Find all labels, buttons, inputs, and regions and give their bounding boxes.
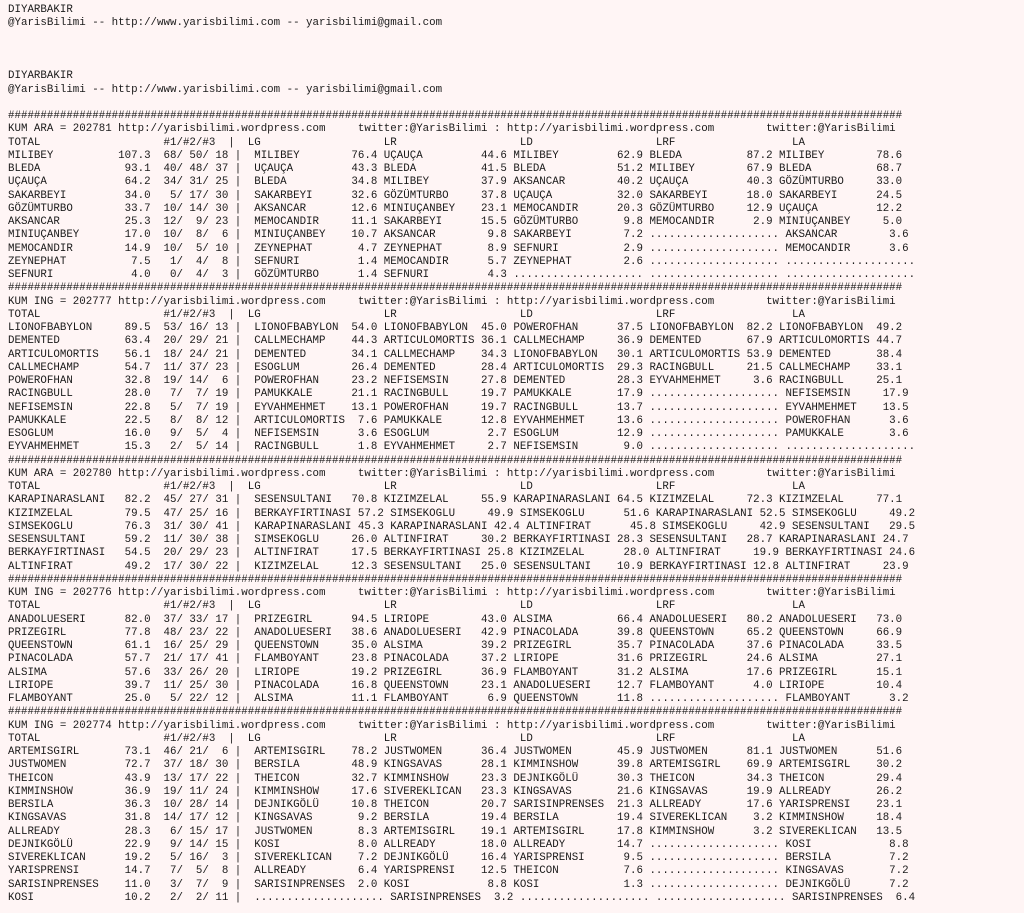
table-row: KIMMINSHOW 36.9 19/ 11/ 24 | KIMMINSHOW 17.6 SIVEREKLICAN 23.3 KINGSAVAS 21.6 KINGSAVAS 19.9 ALLREADY 26.2 [8,785,903,798]
table-row: ARTEMISGIRL 73.1 46/ 21/ 6 | ARTEMISGIRL 78.2 JUSTWOMEN 36.4 JUSTWOMEN 45.9 JUSTWOMEN 81.1 JUSTWOMEN 51.6 [8,746,903,758]
table-row: FLAMBOYANT 25.0 5/ 22/ 12 | ALSIMA 11.1 FLAMBOYANT 6.9 QUEENSTOWN 11.8 .................... FLAMBOYANT 3.2 [8,693,909,705]
table-row: THEICON 43.9 13/ 17/ 22 | THEICON 32.7 KIMMINSHOW 23.3 DEJNIKGÖLÜ 30.3 THEICON 34.3 THEICON 29.4 [8,772,903,785]
table-row: AKSANCAR 25.3 12/ 9/ 23 | MEMOCANDIR 11.1 SAKARBEYI 15.5 GÖZÜMTURBO 9.8 MEMOCANDIR 2.9 MINIUÇANBEY 5.0 [8,216,903,228]
table-row: SEFNURI 4.0 0/ 4/ 3 | GÖZÜMTURBO 1.4 SEFNURI 4.3 .................... .................... .................... [8,269,916,281]
table-row: PAMUKKALE 22.5 8/ 8/ 12 | ARTICULOMORTIS 7.6 PAMUKKALE 12.8 EYVAHMEHMET 13.6 .................... POWEROFHAN 3.6 [8,414,909,427]
header-title: DIYARBAKIR [8,4,73,16]
table-row: SIMSEKOGLU 76.3 31/ 30/ 41 | KARAPINARASLANI 45.3 KARAPINARASLANI 42.4 ALTINFIRAT 45.8 SIMSEKOGLU 42.9 SESENSULTANI 29.5 [8,520,916,533]
header-contact: @YarisBilimi -- http://www.yarisbilimi.com -- yarisbilimi@gmail.com [8,17,443,29]
table-row: KINGSAVAS 31.8 14/ 17/ 12 | KINGSAVAS 9.2 BERSILA 19.4 BERSILA 19.4 SIVEREKLICAN 3.2 KIMMINSHOW 18.4 [8,812,903,825]
table-row: ALSIMA 57.6 33/ 26/ 20 | LIRIOPE 19.2 PRIZEGIRL 36.9 FLAMBOYANT 31.2 ALSIMA 17.6 PRIZEGIRL 15.1 [8,666,903,679]
race-header: KUM ARA = 202780 http://yarisbilimi.wordpress.com twitter:@YarisBilimi : http://yarisbilimi.wordpress.com twitter:@YarisBilimi [8,467,896,480]
column-header: TOTAL #1/#2/#3 | LG LR LD LRF LA [8,481,805,493]
race-header: KUM ING = 202774 http://yarisbilimi.wordpress.com twitter:@YarisBilimi : http://yarisbilimi.wordpress.com twitter:@YarisBilimi [8,719,896,732]
table-row: MILIBEY 107.3 68/ 50/ 18 | MILIBEY 76.4 UÇAUÇA 44.6 MILIBEY 62.9 BLEDA 87.2 MILIBEY 78.6 [8,149,903,162]
table-row: PRIZEGIRL 77.8 48/ 23/ 22 | ANADOLUESERI 38.6 ANADOLUESERI 42.9 PINACOLADA 39.8 QUEENSTOWN 65.2 QUEENSTOWN 66.9 [8,626,903,639]
race-header: KUM ARA = 202781 http://yarisbilimi.wordpress.com twitter:@YarisBilimi : http://yarisbilimi.wordpress.com twitter:@YarisBilimi [8,123,896,136]
separator-line: ########################################################################################################################################## [8,110,903,122]
table-row: SIVEREKLICAN 19.2 5/ 16/ 3 | SIVEREKLICAN 7.2 DEJNIKGÖLÜ 16.4 YARISPRENSI 9.5 .................... BERSILA 7.2 [8,852,909,864]
table-row: MEMOCANDIR 14.9 10/ 5/ 10 | ZEYNEPHAT 4.7 ZEYNEPHAT 8.9 SEFNURI 2.9 .................... MEMOCANDIR 3.6 [8,242,909,255]
column-header: TOTAL #1/#2/#3 | LG LR LD LRF LA [8,308,805,321]
table-row: PINACOLADA 57.7 21/ 17/ 41 | FLAMBOYANT 23.8 PINACOLADA 37.2 LIRIOPE 31.6 PRIZEGIRL 24.6 ALSIMA 27.1 [8,653,903,666]
separator-line: ########################################################################################################################################## [8,282,903,295]
table-row: KIZIMZELAL 79.5 47/ 25/ 16 | BERKAYFIRTINASI 57.2 SIMSEKOGLU 49.9 SIMSEKOGLU 51.6 KARAPINARASLANI 52.5 SIMSEKOGLU 49.2 [8,507,916,520]
table-row: SARISINPRENSES 11.0 3/ 7/ 9 | SARISINPRENSES 2.0 KOSI 8.8 KOSI 1.3 .................... DEJNIKGÖLÜ 7.2 [8,878,909,891]
table-row: ANADOLUESERI 82.0 37/ 33/ 17 | PRIZEGIRL 94.5 LIRIOPE 43.0 ALSIMA 66.4 ANADOLUESERI 80.2 ANADOLUESERI 73.0 [8,613,903,626]
column-header: TOTAL #1/#2/#3 | LG LR LD LRF LA [8,600,805,613]
table-row: KOSI 10.2 2/ 2/ 11 | .................... SARISINPRENSES 3.2 .................... .................... SARISINPRENSES 6.4 [8,891,916,904]
table-row: JUSTWOMEN 72.7 37/ 18/ 30 | BERSILA 48.9 KINGSAVAS 28.1 KIMMINSHOW 39.8 ARTEMISGIRL 69.9 ARTEMISGIRL 30.2 [8,759,903,772]
table-row: DEJNIKGÖLÜ 22.9 9/ 14/ 15 | KOSI 8.0 ALLREADY 18.0 ALLREADY 14.7 .................... KOSI 8.8 [8,838,909,851]
table-row: DEMENTED 63.4 20/ 29/ 21 | CALLMECHAMP 44.3 ARTICULOMORTIS 36.1 CALLMECHAMP 36.9 DEMENTED 67.9 ARTICULOMORTIS 44.7 [8,335,903,348]
column-header: TOTAL #1/#2/#3 | LG LR LD LRF LA [8,136,805,149]
table-row: ALLREADY 28.3 6/ 15/ 17 | JUSTWOMEN 8.3 ARTEMISGIRL 19.1 ARTEMISGIRL 17.8 KIMMINSHOW 3.2 SIVEREKLICAN 13.5 [8,825,903,838]
table-row: MINIUÇANBEY 17.0 10/ 8/ 6 | MINIUÇANBEY 10.7 AKSANCAR 9.8 SAKARBEYI 7.2 .................... AKSANCAR 3.6 [8,229,909,242]
table-row: ARTICULOMORTIS 56.1 18/ 24/ 21 | DEMENTED 34.1 CALLMECHAMP 34.3 LIONOFBABYLON 30.1 ARTICULOMORTIS 53.9 DEMENTED 38.4 [8,348,903,361]
column-header: TOTAL #1/#2/#3 | LG LR LD LRF LA [8,732,805,745]
table-row: POWEROFHAN 32.8 19/ 14/ 6 | POWEROFHAN 23.2 NEFISEMSIN 27.8 DEMENTED 28.3 EYVAHMEHMET 3.6 RACINGBULL 25.1 [8,375,903,387]
header-contact: @YarisBilimi -- http://www.yarisbilimi.com -- yarisbilimi@gmail.com [8,84,443,96]
table-row: BERKAYFIRTINASI 54.5 20/ 29/ 23 | ALTINFIRAT 17.5 BERKAYFIRTINASI 25.8 KIZIMZELAL 28.0 ALTINFIRAT 19.9 BERKAYFIRTINASI 24.6 [8,547,916,560]
header-title: DIYARBAKIR [8,70,73,82]
table-row: EYVAHMEHMET 15.3 2/ 5/ 14 | RACINGBULL 1.8 EYVAHMEHMET 2.7 NEFISEMSIN 9.0 .................... .................... [8,441,916,454]
table-row: ALTINFIRAT 49.2 17/ 30/ 22 | KIZIMZELAL 12.3 SESENSULTANI 25.0 SESENSULTANI 10.9 BERKAYFIRTINASI 12.8 ALTINFIRAT 23.9 [8,560,909,573]
table-row: NEFISEMSIN 22.8 5/ 7/ 19 | EYVAHMEHMET 13.1 POWEROFHAN 19.7 RACINGBULL 13.7 .................... EYVAHMEHMET 13.5 [8,401,909,414]
table-row: BLEDA 93.1 40/ 48/ 37 | UÇAUÇA 43.3 BLEDA 41.5 BLEDA 51.2 MILIBEY 67.9 BLEDA 68.7 [8,163,903,175]
table-row: SESENSULTANI 59.2 11/ 30/ 38 | SIMSEKOGLU 26.0 ALTINFIRAT 30.2 BERKAYFIRTINASI 28.3 SESENSULTANI 28.7 KARAPINARASLANI 24.7 [8,534,909,546]
race-header: KUM ING = 202776 http://yarisbilimi.wordpress.com twitter:@YarisBilimi : http://yarisbilimi.wordpress.com twitter:@YarisBilimi [8,587,896,599]
table-row: ESOGLUM 16.0 9/ 5/ 4 | NEFISEMSIN 3.6 ESOGLUM 2.7 ESOGLUM 12.9 .................... PAMUKKALE 3.6 [8,428,909,440]
table-row: KARAPINARASLANI 82.2 45/ 27/ 31 | SESENSULTANI 70.8 KIZIMZELAL 55.9 KARAPINARASLANI 64.5 KIZIMZELAL 72.3 KIZIMZELAL 77.1 [8,494,903,507]
race-header: KUM ING = 202777 http://yarisbilimi.wordpress.com twitter:@YarisBilimi : http://yarisbilimi.wordpress.com twitter:@YarisBilimi [8,295,896,308]
table-row: LIONOFBABYLON 89.5 53/ 16/ 13 | LIONOFBABYLON 54.0 LIONOFBABYLON 45.0 POWEROFHAN 37.5 LIONOFBABYLON 82.2 LIONOFBABYLON 49.2 [8,322,903,334]
table-row: YARISPRENSI 14.7 7/ 5/ 8 | ALLREADY 6.4 YARISPRENSI 12.5 THEICON 7.6 .................... KINGSAVAS 7.2 [8,865,909,878]
table-row: SAKARBEYI 34.0 5/ 17/ 30 | SAKARBEYI 32.6 GÖZÜMTURBO 37.8 UÇAUÇA 32.0 SAKARBEYI 18.0 SAKARBEYI 24.5 [8,189,903,202]
table-row: UÇAUÇA 64.2 34/ 31/ 25 | BLEDA 34.8 MILIBEY 37.9 AKSANCAR 40.2 UÇAUÇA 40.3 GÖZÜMTURBO 33.0 [8,176,903,189]
table-row: QUEENSTOWN 61.1 16/ 25/ 29 | QUEENSTOWN 35.0 ALSIMA 39.2 PRIZEGIRL 35.7 PINACOLADA 37.6 PINACOLADA 33.5 [8,640,903,652]
separator-line: ########################################################################################################################################## [8,454,903,467]
separator-line: ########################################################################################################################################## [8,573,903,586]
table-row: RACINGBULL 28.0 7/ 7/ 19 | PAMUKKALE 21.1 RACINGBULL 19.7 PAMUKKALE 17.9 .................... NEFISEMSIN 17.9 [8,388,909,401]
table-row: ZEYNEPHAT 7.5 1/ 4/ 8 | SEFNURI 1.4 MEMOCANDIR 5.7 ZEYNEPHAT 2.6 .................... .................... [8,255,916,268]
table-row: CALLMECHAMP 54.7 11/ 37/ 23 | ESOGLUM 26.4 DEMENTED 28.4 ARTICULOMORTIS 29.3 RACINGBULL 21.5 CALLMECHAMP 33.1 [8,361,903,374]
table-row: BERSILA 36.3 10/ 28/ 14 | DEJNIKGÖLÜ 10.8 THEICON 20.7 SARISINPRENSES 21.3 ALLREADY 17.6 YARISPRENSI 23.1 [8,799,903,811]
table-row: GÖZÜMTURBO 33.7 10/ 14/ 30 | AKSANCAR 12.6 MINIUÇANBEY 23.1 MEMOCANDIR 20.3 GÖZÜMTURBO 12.9 UÇAUÇA 12.2 [8,202,903,215]
separator-line: ########################################################################################################################################## [8,706,903,719]
table-row: LIRIOPE 39.7 11/ 25/ 30 | PINACOLADA 16.8 QUEENSTOWN 23.1 ANADOLUESERI 12.7 FLAMBOYANT 4.0 LIRIOPE 10.4 [8,679,903,692]
